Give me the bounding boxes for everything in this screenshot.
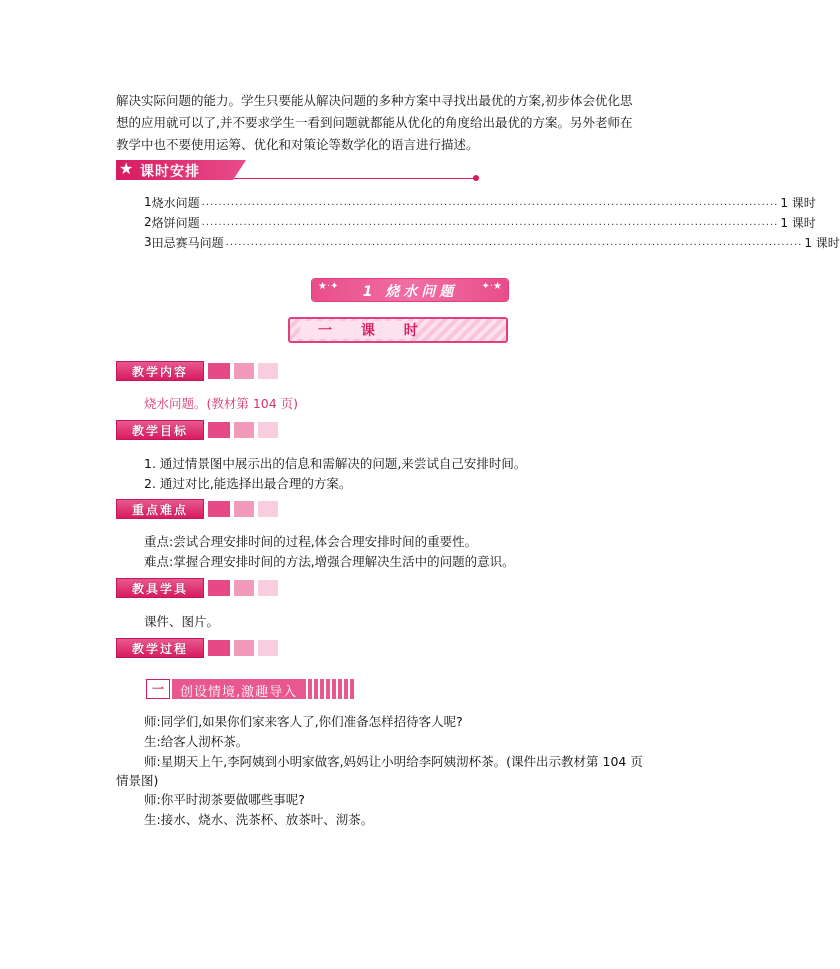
- stars-icon: ★·✦: [318, 281, 339, 292]
- decor-square: [258, 501, 278, 517]
- decor-square: [258, 580, 278, 596]
- section-tag-label: 教具学具: [131, 582, 188, 596]
- schedule-item-number: 2: [144, 215, 152, 229]
- intro-paragraph: [116, 90, 672, 156]
- schedule-item-name: 烙饼问题: [151, 215, 200, 230]
- key-point-line: 重点:尝试合理安排时间的过程,体会合理安排时间的重要性。: [144, 534, 478, 549]
- dialogue-line: 师:星期天上午,李阿姨到小明家做客,妈妈让小明给李阿姨沏杯茶。(课件出示教材第 104 页: [144, 754, 643, 769]
- decor-square: [208, 422, 230, 438]
- goal-line: 1. 通过情景图中展示出的信息和需解决的问题,来尝试自己安排时间。: [144, 456, 527, 471]
- decor-square: [258, 363, 278, 379]
- leader-dots: ..........................................................................................................................................: [225, 236, 803, 248]
- decor-square: [234, 363, 254, 379]
- step-number: 一: [146, 679, 170, 699]
- schedule-item-name: 烧水问题: [151, 195, 200, 210]
- dialogue-line: 师:同学们,如果你们家来客人了,你们准备怎样招待客人呢?: [144, 714, 463, 729]
- schedule-item-name: 田忌赛马问题: [151, 235, 224, 250]
- decor-square: [234, 580, 254, 596]
- tools-text: 课件、图片。: [144, 614, 220, 629]
- schedule-item: [144, 213, 816, 231]
- schedule-item-time: 1 课时: [804, 235, 840, 250]
- leader-dots: ..........................................................................................................................................: [201, 216, 779, 228]
- dialogue-line: 师:你平时沏茶要做哪些事呢?: [144, 792, 305, 807]
- decor-square: [258, 640, 278, 656]
- step-stripes: [302, 679, 356, 699]
- decor-square: [234, 640, 254, 656]
- decor-square: [208, 363, 230, 379]
- schedule-item-time: 1 课时: [780, 195, 816, 210]
- key-point-line: 难点:掌握合理安排时间的方法,增强合理解决生活中的问题的意识。: [144, 554, 515, 569]
- decor-square: [258, 422, 278, 438]
- dialogue-line: 情景图): [116, 773, 159, 788]
- intro-line: 想的应用就可以了,并不要求学生一看到问题就都能从优化的角度给出最优的方案。另外老师在: [116, 115, 633, 130]
- decor-square: [234, 422, 254, 438]
- goal-line: 2. 通过对比,能选择出最合理的方案。: [144, 476, 352, 491]
- decor-square: [208, 580, 230, 596]
- schedule-divider-dot: [473, 175, 479, 181]
- dialogue-line: 生:给客人沏杯茶。: [144, 734, 249, 749]
- decor-square: [234, 501, 254, 517]
- step-title: 创设情境,激趣导入: [180, 685, 298, 700]
- schedule-item-number: 1: [144, 195, 152, 209]
- dialogue-line: 生:接水、烧水、洗茶杯、放茶叶、沏茶。: [144, 812, 374, 827]
- schedule-divider: [234, 178, 476, 179]
- schedule-title: 课时安排: [140, 164, 200, 180]
- lesson-title: 1 烧水问题: [362, 284, 458, 300]
- step-banner: [146, 679, 356, 699]
- star-icon: ★: [119, 159, 134, 178]
- schedule-item: [144, 233, 840, 251]
- section-tag-label: 重点难点: [131, 503, 188, 517]
- leader-dots: ..........................................................................................................................................: [201, 196, 779, 208]
- section-tag-label: 教学过程: [131, 642, 188, 656]
- lesson-title-banner: [312, 279, 508, 301]
- section-tag-label: 教学目标: [131, 424, 188, 438]
- schedule-item: [144, 193, 816, 211]
- period-banner: [288, 317, 508, 343]
- decor-square: [208, 640, 230, 656]
- intro-line: 教学中也不要使用运筹、优化和对策论等数学化的语言进行描述。: [116, 137, 479, 152]
- stars-icon: ✦·★: [481, 281, 502, 292]
- intro-line: 解决实际问题的能力。学生只要能从解决问题的多种方案中寻找出最优的方案,初步体会优化思: [116, 93, 633, 108]
- content-text: 烧水问题。(教材第 104 页): [144, 396, 299, 411]
- section-tag-label: 教学内容: [131, 365, 188, 379]
- period-title: 一 课 时: [318, 323, 430, 339]
- decor-square: [208, 501, 230, 517]
- schedule-header: [116, 160, 366, 184]
- schedule-item-number: 3: [144, 235, 152, 249]
- schedule-item-time: 1 课时: [780, 215, 816, 230]
